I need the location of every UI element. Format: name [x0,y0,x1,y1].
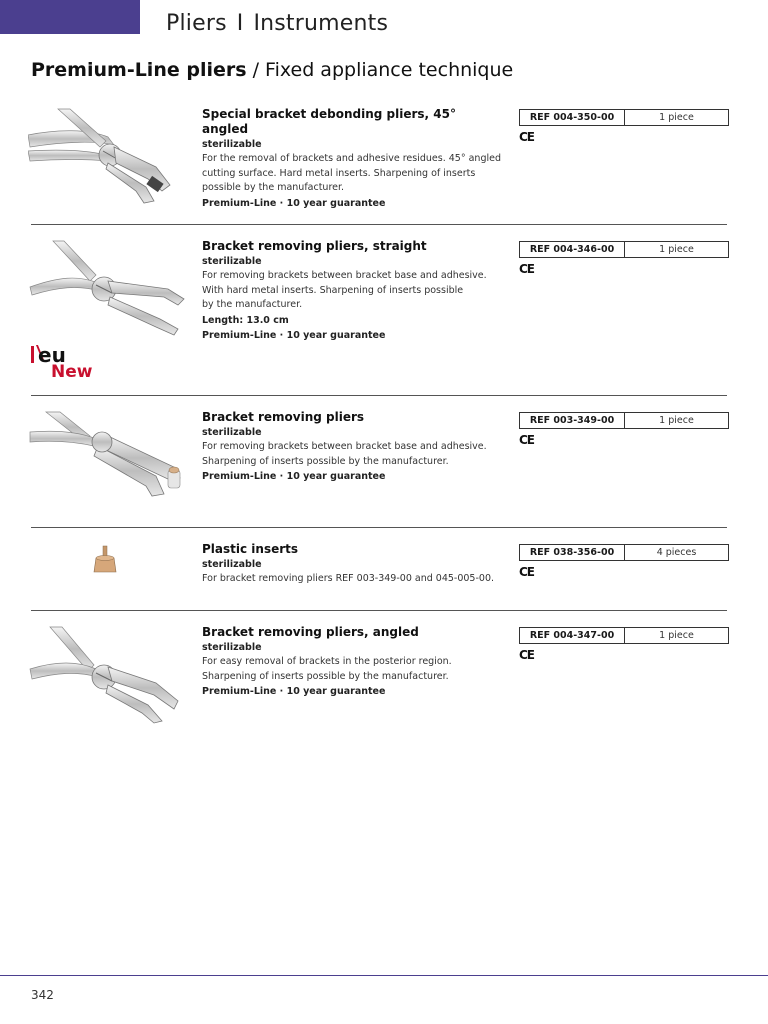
ce-mark-icon: CE [519,565,535,579]
product-desc-line: possible by the manufacturer. [202,182,345,193]
plastic-insert-image [28,542,178,582]
product-name: Bracket removing pliers [202,410,365,424]
badge-neu-text: eu [38,343,66,367]
ref-number: REF 038-356-00 [520,545,625,560]
header-category: Instruments [253,11,389,36]
footer-line [0,975,768,976]
badge-new-text: New [51,362,93,382]
new-badge [31,343,111,383]
product-desc-line: by the manufacturer. [202,299,303,310]
section-title-rest: / Fixed appliance technique [246,59,514,81]
product-guarantee: Premium-Line · 10 year guarantee [202,471,386,482]
product-text [202,625,502,699]
bracket-removing-pliers-image [28,410,188,506]
section-title [31,59,513,81]
badge-bar [31,346,34,363]
product-text [202,239,502,343]
product-guarantee: Premium-Line · 10 year guarantee [202,686,386,697]
product-length: Length: 13.0 cm [202,314,289,326]
product-sterilizable: sterilizable [202,559,262,570]
ref-quantity: 4 pieces [656,547,697,558]
ref-quantity: 1 piece [659,630,694,641]
divider [31,224,727,225]
product-name: Bracket removing pliers, angled [202,625,419,639]
product-desc-line: For removing brackets between bracket base and adhesive. [202,270,487,281]
product-name: Plastic inserts [202,542,299,556]
product-text [202,542,502,587]
product-name: Bracket removing pliers, straight [202,239,427,253]
product-desc-line: Sharpening of inserts possible by the manufacturer. [202,670,449,682]
ce-mark-icon: CE [519,262,535,276]
page-header [166,11,388,36]
ref-box [519,241,729,258]
product-guarantee: Premium-Line · 10 year guarantee [202,197,386,209]
section-title-bold: Premium-Line pliers [31,59,247,81]
ref-box [519,627,729,644]
debonding-pliers-45-image [28,107,178,205]
product-desc-line: With hard metal inserts. Sharpening of inserts possible [202,284,464,296]
product-desc-line: For removing brackets between bracket base and adhesive. [202,441,487,452]
ref-box [519,544,729,561]
header-section: Pliers [166,11,227,36]
product-desc-line: For easy removal of brackets in the posterior region. [202,656,452,667]
divider [31,610,727,611]
product-desc-line: Sharpening of inserts possible by the manufacturer. [202,455,449,467]
ce-mark-icon: CE [519,130,535,144]
ref-quantity: 1 piece [659,415,694,426]
product-name: Special bracket debonding pliers, 45° angled [202,107,456,136]
product-desc-line: For the removal of brackets and adhesive residues. 45° angled [202,153,501,164]
bracket-removing-pliers-straight-image [28,239,188,341]
product-sterilizable: sterilizable [202,642,262,653]
ref-box [519,109,729,126]
ref-quantity: 1 piece [659,244,694,255]
product-sterilizable: sterilizable [202,256,262,267]
divider [31,527,727,528]
ce-mark-icon: CE [519,433,535,447]
ref-quantity: 1 piece [659,112,694,123]
ref-number: REF 004-350-00 [520,110,625,125]
divider [31,395,727,396]
header-separator: I [236,11,244,36]
product-text [202,107,502,211]
product-text [202,410,502,484]
bracket-removing-pliers-angled-image [28,625,184,725]
product-desc-line: For bracket removing pliers REF 003-349-00 and 045-005-00. [202,573,495,584]
product-sterilizable: sterilizable [202,139,262,150]
product-guarantee: Premium-Line · 10 year guarantee [202,329,386,341]
ref-number: REF 003-349-00 [520,413,625,428]
product-sterilizable: sterilizable [202,427,262,438]
header-color-block [0,0,140,34]
page-number: 342 [31,988,54,1002]
product-desc-line: cutting surface. Hard metal inserts. Sharpening of inserts [202,167,476,179]
ref-box [519,412,729,429]
ref-number: REF 004-346-00 [520,242,625,257]
ce-mark-icon: CE [519,648,535,662]
ref-number: REF 004-347-00 [520,628,625,643]
